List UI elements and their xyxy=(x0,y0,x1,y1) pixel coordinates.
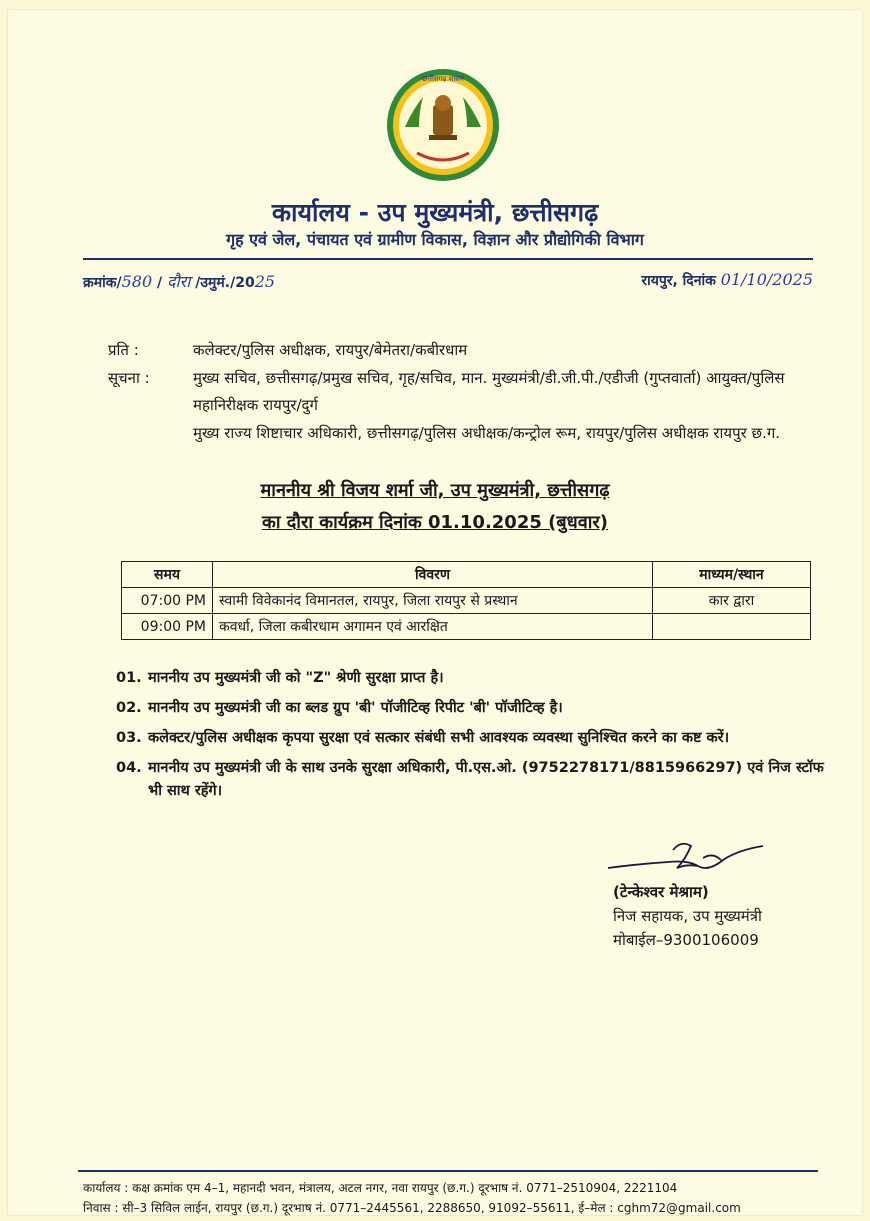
list-item: 03. कलेक्टर/पुलिस अधीक्षक कृपया सुरक्षा एवं सत्कार संबंधी सभी आवश्यक व्यवस्था सुनिश्चित करने का कष्ट करें। xyxy=(116,730,730,746)
info-text-1: मुख्य सचिव, छत्तीसगढ़/प्रमुख सचिव, गृह/सचिव, मान. मुख्यमंत्री/डी.जी.पी./एडीजी (गुप्तवार्ता) आयुक्त/पुलिस महानिरीक्षक रायपुर/दुर्ग xyxy=(193,369,785,414)
header-details: विवरण xyxy=(213,562,653,588)
visit-title-line1: माननीय श्री विजय शर्मा जी, उप मुख्यमंत्री, छत्तीसगढ़ xyxy=(260,480,610,501)
schedule-table xyxy=(121,561,811,640)
signatory-name: (टेन्केश्वर मेश्राम) xyxy=(613,883,709,901)
row-time: 09:00 PM xyxy=(122,614,213,640)
header-mode: माध्यम/स्थान xyxy=(653,562,811,588)
signature-block xyxy=(603,830,813,949)
department-title: गृह एवं जेल, पंचायत एवं ग्रामीण विकास, विज्ञान और प्रौद्योगिकी विभाग xyxy=(226,230,644,249)
info-text-2: मुख्य राज्य शिष्टाचार अधिकारी, छत्तीसगढ़/पुलिस अधीक्षक/कन्ट्रोल रूम, रायपुर/पुलिस अधीक्षक रायपुर छ.ग. xyxy=(193,424,781,442)
list-item: 02. माननीय उप मुख्यमंत्री जी का ब्लड ग्रुप 'बी' पॉजीटिव्ह रिपीट 'बी' पॉजीटिव्ह है। xyxy=(116,700,563,716)
header-divider xyxy=(83,258,813,260)
row-details: कवर्धा, जिला कबीरधाम अगामन एवं आरक्षित xyxy=(213,614,653,640)
chhattisgarh-emblem xyxy=(383,65,503,185)
letter-page xyxy=(8,10,862,1215)
signatory-designation: निज सहायक, उप मुख्यमंत्री xyxy=(613,907,762,925)
schedule-header-row xyxy=(122,562,811,588)
notes-list xyxy=(116,667,826,810)
footer xyxy=(83,1178,813,1218)
footer-office: कार्यालय : कक्ष क्रमांक एम 4–1, महानदी भवन, मंत्रालय, अटल नगर, नवा रायपुर (छ.ग.) दूरभाष नं. 0771–2510904, 2221104 xyxy=(83,1181,678,1195)
footer-divider xyxy=(78,1170,818,1172)
table-row xyxy=(122,588,811,614)
header-time: समय xyxy=(122,562,213,588)
reference-number: क्रमांक/580 / दौरा /उमुमं./2025 xyxy=(83,272,276,291)
office-title: कार्यालय - उप मुख्यमंत्री, छत्तीसगढ़ xyxy=(271,198,599,227)
table-row xyxy=(122,614,811,640)
footer-residence: निवास : सी–3 सिविल लाईन, रायपुर (छ.ग.) दूरभाष नं. 0771–2445561, 2288650, 91092–55611, ई–मेल : cghm72@gmail.com xyxy=(83,1201,741,1215)
signatory-mobile: मोबाईल–9300106009 xyxy=(613,931,759,949)
svg-text:छत्तीसगढ़ शासन: छत्तीसगढ़ शासन xyxy=(422,75,464,83)
row-details: स्वामी विवेकानंद विमानतल, रायपुर, जिला रायपुर से प्रस्थान xyxy=(213,588,653,614)
to-label: प्रति : xyxy=(108,341,139,359)
row-time: 07:00 PM xyxy=(122,588,213,614)
info-label: सूचना : xyxy=(108,369,150,387)
visit-title-line2: का दौरा कार्यक्रम दिनांक 01.10.2025 (बुधवार) xyxy=(262,512,608,533)
list-item: 01. माननीय उप मुख्यमंत्री जी को "Z" श्रेणी सुरक्षा प्राप्त है। xyxy=(116,670,444,686)
to-text: कलेक्टर/पुलिस अधीक्षक, रायपुर/बेमेतरा/कबीरधाम xyxy=(193,341,468,359)
handwritten-signature xyxy=(603,830,783,880)
row-mode: कार द्वारा xyxy=(653,588,811,614)
place-date: रायपुर, दिनांक 01/10/2025 xyxy=(641,270,813,289)
list-item: 04. माननीय उप मुख्यमंत्री जी के साथ उनके सुरक्षा अधिकारी, पी.एस.ओ. (9752278171/8815966297) एवं निज स्टॉफ भी साथ रहेंगे। xyxy=(116,760,824,799)
row-mode xyxy=(653,614,811,640)
